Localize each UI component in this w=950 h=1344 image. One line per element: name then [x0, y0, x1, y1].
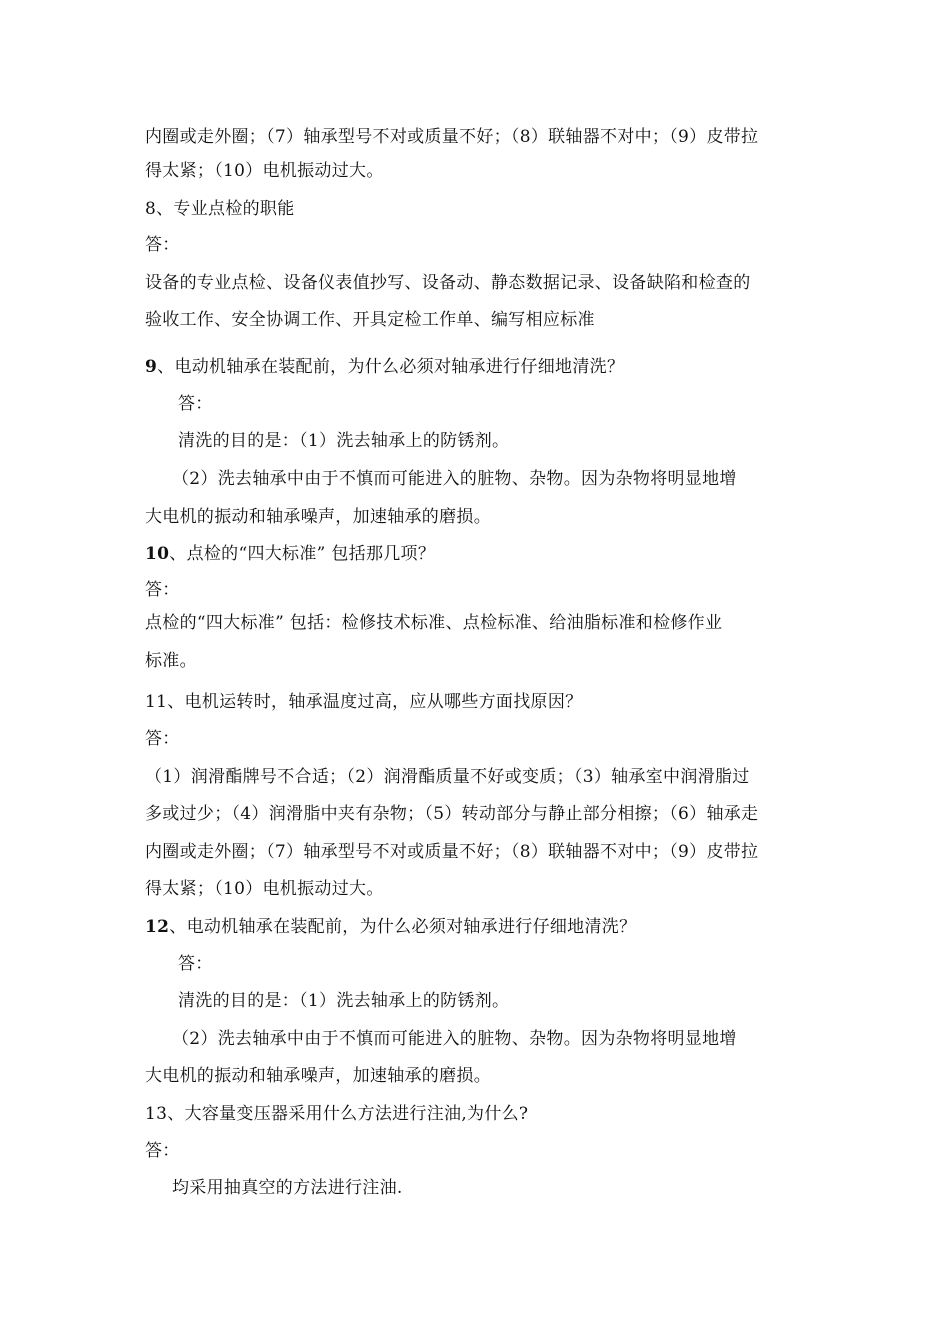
question-8-heading: 8、专业点检的职能	[145, 199, 295, 219]
answer-label: 答：	[178, 394, 213, 414]
text-line: 清洗的目的是：（1）洗去轴承上的防锈剂。	[178, 991, 510, 1011]
text-line: 清洗的目的是：（1）洗去轴承上的防锈剂。	[178, 431, 510, 451]
answer-label: 答：	[145, 729, 180, 749]
text-line: 内圈或走外圈；（7）轴承型号不对或质量不好；（8）联轴器不对中；（9）皮带拉	[145, 842, 759, 862]
text-line: （1）润滑酯牌号不合适；（2）润滑酯质量不好或变质；（3）轴承室中润滑脂过	[145, 767, 750, 787]
question-text: 、电动机轴承在装配前，为什么必须对轴承进行仔细地清洗？	[169, 917, 637, 937]
question-9-heading	[145, 356, 810, 378]
answer-label: 答：	[145, 1141, 180, 1161]
text-line: 大电机的振动和轴承噪声，加速轴承的磨损。	[145, 507, 491, 527]
question-number: 10	[145, 544, 170, 564]
text-line: 点检的“四大标准” 包括：检修技术标准、点检标准、给油脂标准和检修作业	[145, 613, 723, 633]
text-line: 标准。	[145, 651, 197, 671]
question-number: 9	[145, 357, 158, 377]
text-line: 设备的专业点检、设备仪表值抄写、设备动、静态数据记录、设备缺陷和检查的	[145, 273, 751, 293]
question-11-heading: 11、电机运转时，轴承温度过高，应从哪些方面找原因？	[145, 692, 583, 712]
answer-label: 答：	[145, 580, 180, 600]
question-13-heading: 13、大容量变压器采用什么方法进行注油,为什么?	[145, 1104, 529, 1124]
text-line: 验收工作、安全协调工作、开具定检工作单、编写相应标准	[145, 310, 595, 330]
text-line: （2）洗去轴承中由于不慎而可能进入的脏物、杂物。因为杂物将明显地增	[172, 1029, 737, 1049]
text-line: （2）洗去轴承中由于不慎而可能进入的脏物、杂物。因为杂物将明显地增	[172, 469, 737, 489]
text-line: 大电机的振动和轴承噪声，加速轴承的磨损。	[145, 1066, 491, 1086]
question-text: 、电动机轴承在装配前，为什么必须对轴承进行仔细地清洗？	[157, 357, 625, 377]
text-line: 得太紧；（10）电机振动过大。	[145, 161, 384, 181]
question-number: 12	[145, 917, 170, 937]
text-line: 均采用抽真空的方法进行注油.	[172, 1178, 403, 1198]
text-line: 多或过少；（4）润滑脂中夹有杂物；（5）转动部分与静止部分相擦；（6）轴承走	[145, 804, 759, 824]
question-10-heading	[145, 543, 810, 565]
answer-label: 答：	[145, 235, 180, 255]
text-line: 内圈或走外圈；（7）轴承型号不对或质量不好；（8）联轴器不对中；（9）皮带拉	[145, 127, 759, 147]
question-12-heading	[145, 916, 810, 938]
question-text: 、点检的“四大标准” 包括那几项？	[169, 544, 436, 564]
text-line: 得太紧；（10）电机振动过大。	[145, 879, 384, 899]
answer-label: 答：	[178, 954, 213, 974]
